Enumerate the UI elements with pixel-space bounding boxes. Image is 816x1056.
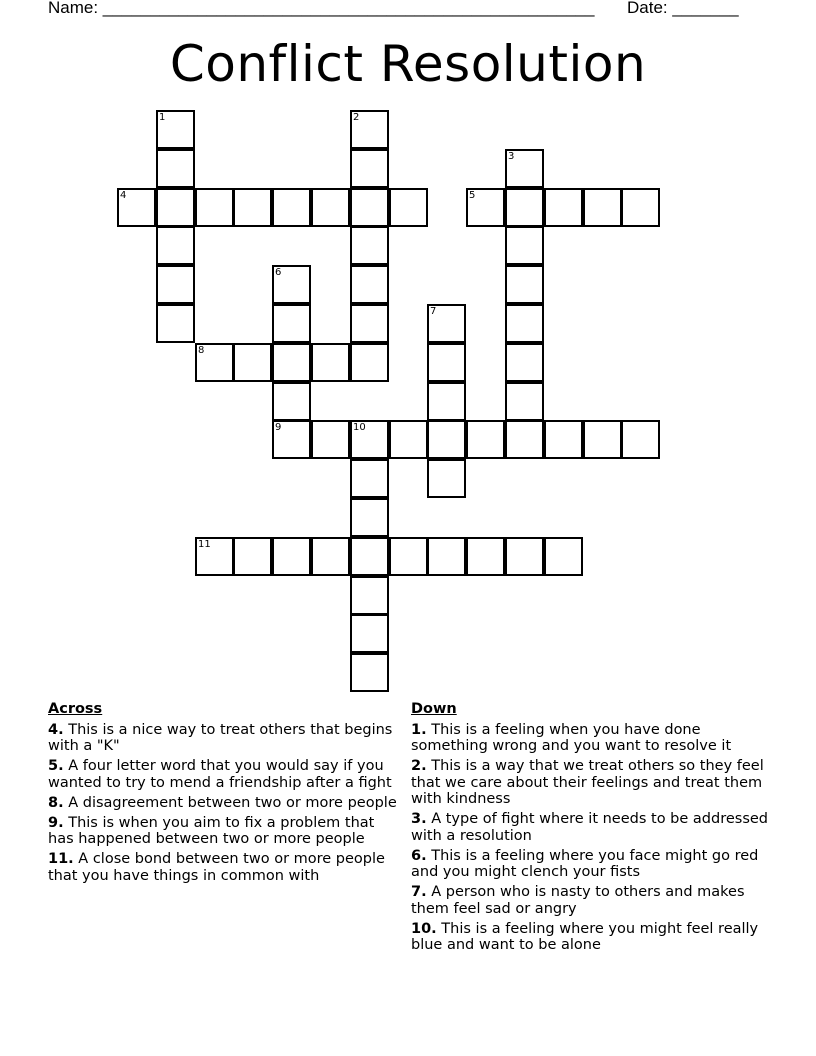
- cell-number: 11: [198, 539, 211, 550]
- grid-cell[interactable]: [311, 188, 350, 227]
- grid-cell[interactable]: [272, 382, 311, 421]
- clue-text: A close bond between two or more people that you have things in common with: [48, 851, 385, 884]
- clue-number: 2.: [411, 758, 427, 774]
- clue-across: [48, 758, 400, 791]
- grid-cell[interactable]: [272, 343, 311, 382]
- grid-cell[interactable]: [427, 459, 466, 498]
- grid-cell[interactable]: [427, 304, 466, 343]
- grid-cell[interactable]: [621, 188, 660, 227]
- grid-cell[interactable]: [350, 498, 389, 537]
- clue-number: 3.: [411, 811, 427, 827]
- grid-cell[interactable]: [311, 420, 350, 459]
- cell-number: 7: [430, 306, 437, 317]
- grid-cell[interactable]: [505, 382, 544, 421]
- grid-cell[interactable]: [117, 188, 156, 227]
- clue-text: A type of fight where it needs to be addressed with a resolution: [411, 811, 769, 844]
- grid-cell[interactable]: [350, 343, 389, 382]
- grid-cell[interactable]: [544, 537, 583, 576]
- cell-number: 5: [469, 190, 476, 201]
- cell-number: 9: [275, 422, 282, 433]
- clue-text: This is when you aim to fix a problem that has happened between two or more people: [48, 814, 375, 847]
- cell-number: 1: [159, 112, 166, 123]
- cell-number: 4: [120, 190, 127, 201]
- grid-cell[interactable]: [195, 343, 234, 382]
- down-clues: [411, 701, 773, 957]
- clue-text: This is a feeling where you face might go red and you might clench your fists: [411, 847, 759, 880]
- clue-number: 8.: [48, 794, 64, 811]
- clue-text: A person who is nasty to others and makes them feel sad or angry: [411, 884, 745, 917]
- clue-down: [411, 758, 773, 808]
- grid-cell[interactable]: [427, 420, 466, 459]
- grid-cell[interactable]: [505, 343, 544, 382]
- grid-cell[interactable]: [350, 226, 389, 265]
- clue-number: 11.: [48, 851, 74, 867]
- grid-cell[interactable]: [272, 537, 311, 576]
- grid-cell[interactable]: [233, 343, 272, 382]
- grid-cell[interactable]: [466, 188, 505, 227]
- cell-number: 6: [275, 267, 282, 278]
- grid-cell[interactable]: [156, 149, 195, 188]
- grid-cell[interactable]: [156, 188, 195, 227]
- grid-cell[interactable]: [505, 420, 544, 459]
- grid-cell[interactable]: [350, 653, 389, 692]
- clue-text: This is a nice way to treat others that begins with a "K": [48, 721, 393, 754]
- date-field[interactable]: Date: _______: [627, 0, 739, 17]
- clue-text: This is a way that we treat others so they feel that we care about their feelings and treat them with kindness: [411, 758, 764, 807]
- grid-cell[interactable]: [272, 265, 311, 304]
- grid-cell[interactable]: [350, 110, 389, 149]
- cell-number: 10: [353, 422, 366, 433]
- clue-number: 1.: [411, 721, 427, 738]
- across-clues: [48, 701, 400, 888]
- grid-cell[interactable]: [233, 188, 272, 227]
- clue-across: [48, 851, 400, 884]
- grid-cell[interactable]: [350, 304, 389, 343]
- clue-across: [48, 815, 400, 848]
- grid-cell[interactable]: [544, 188, 583, 227]
- grid-cell[interactable]: [583, 420, 622, 459]
- grid-cell[interactable]: [505, 265, 544, 304]
- clue-down: [411, 921, 773, 954]
- grid-cell[interactable]: [272, 420, 311, 459]
- grid-cell[interactable]: [156, 226, 195, 265]
- grid-cell[interactable]: [350, 459, 389, 498]
- down-heading: Down: [411, 701, 457, 717]
- grid-cell[interactable]: [427, 382, 466, 421]
- cell-number: 3: [508, 151, 515, 162]
- cell-number: 8: [198, 345, 205, 356]
- grid-cell[interactable]: [389, 537, 428, 576]
- grid-cell[interactable]: [156, 110, 195, 149]
- grid-cell[interactable]: [156, 265, 195, 304]
- clue-text: This is a feeling when you have done something wrong and you want to resolve it: [411, 721, 732, 754]
- grid-cell[interactable]: [505, 304, 544, 343]
- grid-cell[interactable]: [272, 188, 311, 227]
- grid-cell[interactable]: [350, 149, 389, 188]
- clue-down: [411, 848, 773, 881]
- clue-number: 5.: [48, 758, 64, 774]
- grid-cell[interactable]: [350, 420, 389, 459]
- clue-across: [48, 722, 400, 755]
- grid-cell[interactable]: [389, 188, 428, 227]
- page-title: Conflict Resolution: [169, 35, 647, 93]
- grid-cell[interactable]: [311, 343, 350, 382]
- grid-cell[interactable]: [350, 614, 389, 653]
- clue-down: [411, 811, 773, 844]
- grid-cell[interactable]: [621, 420, 660, 459]
- grid-cell[interactable]: [583, 188, 622, 227]
- grid-cell[interactable]: [505, 188, 544, 227]
- grid-cell[interactable]: [156, 304, 195, 343]
- grid-cell[interactable]: [466, 537, 505, 576]
- clue-down: [411, 722, 773, 755]
- grid-cell[interactable]: [505, 537, 544, 576]
- grid-cell[interactable]: [311, 537, 350, 576]
- grid-cell[interactable]: [350, 188, 389, 227]
- grid-cell[interactable]: [505, 226, 544, 265]
- grid-cell[interactable]: [544, 420, 583, 459]
- grid-cell[interactable]: [233, 537, 272, 576]
- clue-text: This is a feeling where you might feel really blue and want to be alone: [411, 920, 759, 953]
- clue-across: [48, 795, 400, 812]
- clue-text: A disagreement between two or more people: [68, 794, 397, 811]
- cell-number: 2: [353, 112, 360, 123]
- grid-cell[interactable]: [195, 537, 234, 576]
- name-field[interactable]: Name: ____________________________________________________: [48, 0, 595, 17]
- clue-down: [411, 884, 773, 917]
- clue-number: 6.: [411, 847, 427, 864]
- grid-cell[interactable]: [195, 188, 234, 227]
- grid-cell[interactable]: [466, 420, 505, 459]
- grid-cell[interactable]: [272, 304, 311, 343]
- clue-number: 7.: [411, 884, 427, 900]
- grid-cell[interactable]: [427, 537, 466, 576]
- grid-cell[interactable]: [427, 343, 466, 382]
- grid-cell[interactable]: [350, 576, 389, 615]
- clue-number: 4.: [48, 721, 64, 738]
- grid-cell[interactable]: [350, 537, 389, 576]
- grid-cell[interactable]: [350, 265, 389, 304]
- across-heading: Across: [48, 701, 103, 717]
- grid-cell[interactable]: [389, 420, 428, 459]
- clue-text: A four letter word that you would say if you wanted to try to mend a friendship after a fight: [48, 758, 392, 791]
- clue-number: 9.: [48, 814, 64, 831]
- clue-number: 10.: [411, 920, 437, 937]
- grid-cell[interactable]: [505, 149, 544, 188]
